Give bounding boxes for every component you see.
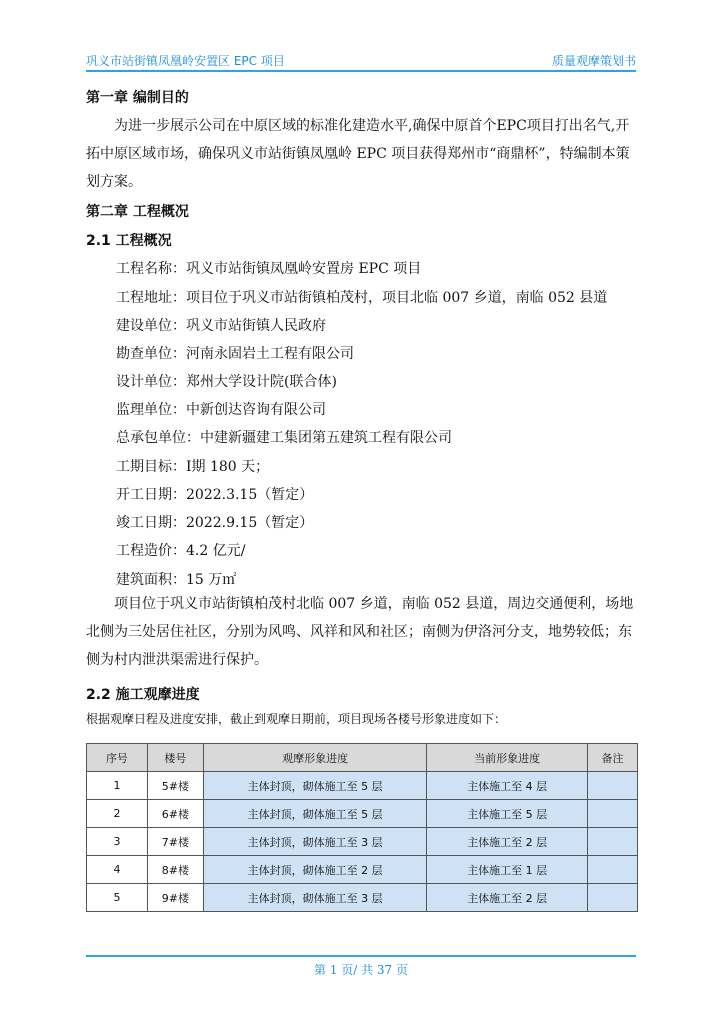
cell-visit-progress: 主体封顶，砌体施工至 3 层 — [203, 884, 427, 912]
cell-building: 5#楼 — [147, 772, 203, 800]
table-header-row — [87, 744, 638, 772]
cell-index: 4 — [87, 856, 148, 884]
info-owner: 建设单位：巩义市站街镇人民政府 — [116, 318, 326, 334]
cell-remark — [588, 884, 638, 912]
col-current-progress: 当前形象进度 — [427, 744, 588, 772]
info-start-date: 开工日期：2022.3.15（暂定） — [116, 487, 314, 503]
cell-remark — [588, 800, 638, 828]
table-row — [87, 856, 638, 884]
cell-building: 9#楼 — [147, 884, 203, 912]
site-description: 项目位于巩义市站街镇柏茂村北临 007 乡道，南临 052 县道，周边交通便利，场地北侧为三处居住社区，分别为风鸣、风祥和风和社区；南侧为伊洛河分支，地势较低；东侧为村内泄洪渠需进行保护。 — [86, 596, 634, 668]
cell-building: 8#楼 — [147, 856, 203, 884]
section-2-1-title: 2.1 工程概况 — [86, 233, 172, 249]
cell-building: 6#楼 — [147, 800, 203, 828]
cell-index: 3 — [87, 828, 148, 856]
table-row — [87, 884, 638, 912]
section-2-2-title: 2.2 施工观摩进度 — [86, 687, 200, 703]
cell-visit-progress: 主体封顶，砌体施工至 5 层 — [203, 772, 427, 800]
cell-visit-progress: 主体封顶，砌体施工至 3 层 — [203, 828, 427, 856]
cell-index: 5 — [87, 884, 148, 912]
cell-index: 2 — [87, 800, 148, 828]
cell-current-progress: 主体施工至 4 层 — [427, 772, 588, 800]
table-row — [87, 828, 638, 856]
info-design: 设计单位：郑州大学设计院(联合体) — [116, 374, 337, 390]
info-area: 建筑面积：15 万㎡ — [116, 572, 237, 588]
info-project-name: 工程名称：巩义市站街镇凤凰岭安置房 EPC 项目 — [116, 261, 422, 277]
progress-table — [86, 743, 638, 912]
info-address: 工程地址：项目位于巩义市站街镇柏茂村，项目北临 007 乡道，南临 052 县道 — [116, 290, 608, 306]
page-header — [86, 50, 636, 72]
table-row — [87, 772, 638, 800]
cell-remark — [588, 772, 638, 800]
col-index: 序号 — [87, 744, 148, 772]
table-row — [87, 800, 638, 828]
cell-visit-progress: 主体封顶，砌体施工至 2 层 — [203, 856, 427, 884]
cell-index: 1 — [87, 772, 148, 800]
cell-building: 7#楼 — [147, 828, 203, 856]
cell-visit-progress: 主体封顶，砌体施工至 5 层 — [203, 800, 427, 828]
chapter2-title: 第二章 工程概况 — [86, 204, 189, 220]
header-doc-title: 质量观摩策划书 — [551, 54, 636, 68]
chapter1-title: 第一章 编制目的 — [86, 90, 189, 106]
col-remark: 备注 — [588, 744, 638, 772]
info-cost: 工程造价：4.2 亿元/ — [116, 543, 246, 559]
info-supervision: 监理单位：中新创达咨询有限公司 — [116, 402, 326, 418]
info-contractor: 总承包单位：中建新疆建工集团第五建筑工程有限公司 — [116, 430, 452, 446]
progress-intro: 根据观摩日程及进度安排，截止到观摩日期前，项目现场各楼号形象进度如下： — [86, 712, 507, 726]
cell-current-progress: 主体施工至 2 层 — [427, 828, 588, 856]
col-building: 楼号 — [147, 744, 203, 772]
cell-current-progress: 主体施工至 2 层 — [427, 884, 588, 912]
chapter1-body: 为进一步展示公司在中原区域的标准化建造水平,确保中原首个EPC项目打出名气,开拓中原区域市场，确保巩义市站街镇凤凰岭 EPC 项目获得郑州市“商鼎杯”，特编制本策划方案。 — [86, 118, 630, 190]
col-visit-progress: 观摩形象进度 — [203, 744, 427, 772]
header-project-name: 巩义市站街镇凤凰岭安置区 EPC 项目 — [86, 54, 285, 68]
info-duration: 工期目标：Ⅰ期 180 天； — [116, 459, 270, 475]
cell-remark — [588, 856, 638, 884]
info-survey: 勘查单位：河南永固岩土工程有限公司 — [116, 346, 354, 362]
cell-remark — [588, 828, 638, 856]
info-end-date: 竣工日期：2022.9.15（暂定） — [116, 515, 314, 531]
cell-current-progress: 主体施工至 5 层 — [427, 800, 588, 828]
cell-current-progress: 主体施工至 1 层 — [427, 856, 588, 884]
page-footer: 第 1 页/ 共 37 页 — [86, 955, 636, 978]
